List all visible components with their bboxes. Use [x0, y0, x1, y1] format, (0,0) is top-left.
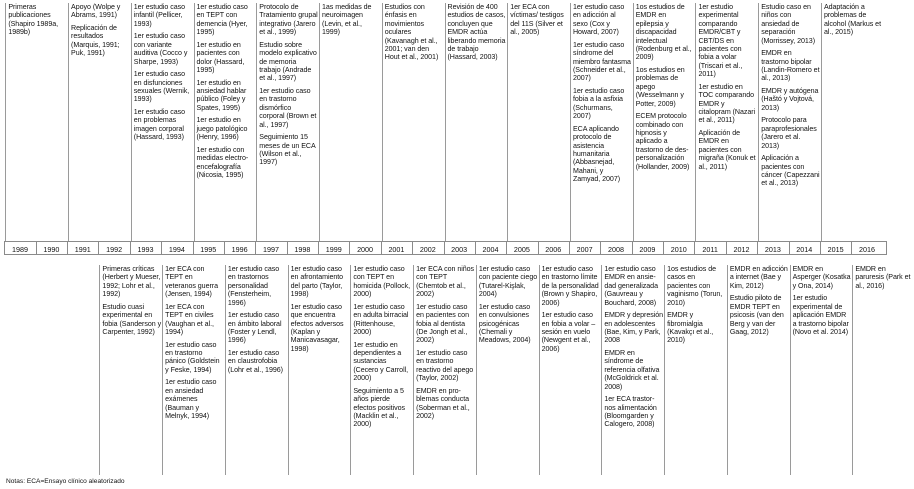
milestone-entry: 1os estudios en problemas de apego (Wesselmann y Potter, 2009): [635, 66, 685, 108]
milestone-entry: 1er estudio caso en adulta birracial (Rittenhouse, 2000): [353, 302, 409, 337]
milestone-entry: 1er estudio caso en trastorno reactivo del apego (Taylor, 2002): [416, 349, 474, 383]
milestone-entry: 1er estudio caso en problemas imagen corporal (Hassard, 1993): [133, 108, 186, 142]
milestone-column-bottom-1994: [162, 265, 224, 475]
milestone-column-top-2001: [382, 3, 444, 241]
milestone-entry: EMDR en Asperger (Kosatka y Ona, 2014): [792, 265, 851, 290]
milestone-entry: 1as medidas de neuroimagen (Levin, et al., 1999): [322, 3, 372, 37]
year-label: 2003: [451, 245, 468, 254]
milestone-entry: 1er estudio en dependientes a sustancias (Cecero y Carroll, 2000): [353, 340, 409, 383]
year-label: 1989: [12, 245, 28, 254]
milestone-entry: Estudios con énfasis en movimientos oculares (Kavanagh et al., 2001; van den Hout et al., 2001): [384, 3, 439, 62]
milestone-column-bottom-2006: [539, 265, 601, 475]
milestone-entry: 1er estudio caso fobia a la asfixia (Schurmans, 2007): [572, 87, 625, 121]
milestone-entry: 1er ECA trastor-nos alimentación (Bloomgarden y Calogero, 2008): [604, 395, 657, 429]
year-divider: [538, 241, 539, 255]
milestone-column-bottom-2014: [790, 265, 852, 475]
milestone-entry: ECA aplicando protocolo de asistencia humanitaria (Abbasnejad, Mahani, y Zamyad, 2007): [572, 124, 621, 184]
milestone-entry: EMDR y depresión en adolescentes (Bae, Kim, y Park, 2008: [604, 311, 664, 345]
milestone-entry: 1os estudios de casos en pacientes con vaginismo (Torun, 2010): [667, 265, 723, 307]
milestone-entry: 1er ECA con TEPT en civiles (Vaughan et al., 1994): [165, 302, 214, 337]
year-label: 2002: [419, 245, 436, 254]
milestone-column-top-2015: [821, 3, 883, 241]
milestone-entry: 1er estudio caso en afrontamiento del parto (Taylor, 1998): [290, 265, 344, 299]
year-divider: [161, 241, 162, 255]
milestone-entry: Seguimiento a 5 años pierde efectos positivos (Macklin et al., 2000): [353, 386, 405, 429]
year-divider: [757, 241, 758, 255]
milestone-entry: 1er estudio caso en pacientes con fobia al dentista (De Jongh et al., 2002): [416, 302, 469, 345]
year-divider: [694, 241, 695, 255]
milestone-entry: 1er estudio en ansiedad hablar público (Foley y Spates, 1995): [196, 78, 247, 112]
milestone-entry: ECEM protocolo combinado con hipnosis y aplicado a trastorno de des-personalización (Hollander, 2009): [635, 112, 690, 171]
year-label: 2006: [545, 245, 562, 254]
milestone-entry: EMDR en pro-blemas conducta (Soberman et al., 2002): [416, 386, 470, 421]
year-label: 2015: [827, 245, 844, 254]
milestone-column-top-1993: [131, 3, 193, 241]
milestone-column-bottom-2000: [350, 265, 412, 475]
year-label: 2009: [639, 245, 656, 254]
year-label: 1999: [325, 245, 342, 254]
milestone-entry: 1er ECA con niños con TEPT (Chemtob et al., 2002): [416, 265, 475, 299]
year-divider: [36, 241, 37, 255]
milestone-entry: 1er estudio en juego patológico (Henry, 1996): [196, 116, 248, 142]
year-divider: [67, 241, 68, 255]
milestone-entry: EMDR en adicción a internet (Bae y Kim, 2012): [729, 265, 788, 290]
milestone-entry: EMDR en síndrome de referencia olfativa (McGoldrick et al. 2008): [604, 349, 660, 391]
year-label: 2007: [576, 245, 593, 254]
year-label: 1994: [168, 245, 185, 254]
year-divider: [789, 241, 790, 255]
milestone-entry: Protocolo de Tratamiento grupal integrativo (Jarero et al., 1999): [259, 3, 318, 37]
milestone-entry: Protocolo para paraprofesionales (Jarero et al. 2013): [761, 116, 817, 150]
year-divider: [349, 241, 350, 255]
milestone-entry: Aplicación a pacientes con cáncer (Capezzani et al., 2013): [761, 154, 820, 188]
milestone-column-top-1999: [319, 3, 381, 241]
milestone-column-bottom-1992: [99, 265, 161, 475]
milestone-column-top-1995: [194, 3, 256, 241]
year-divider: [475, 241, 476, 255]
milestone-entry: 1er estudio caso en claustrofobia (Lohr et al., 1996): [227, 349, 283, 374]
milestone-column-top-2007: [570, 3, 632, 241]
milestone-column-top-2003: [445, 3, 507, 241]
milestone-entry: 1er estudio caso EMDR en ansie-dad generalizada (Gauvreau y Bouchard, 2008): [604, 265, 658, 307]
year-divider: [412, 241, 413, 255]
milestone-column-bottom-1998: [288, 265, 350, 475]
milestone-entry: 1er estudio caso con paciente ciego (Tutarel-Kişlak, 2004): [478, 265, 538, 299]
year-divider: [255, 241, 256, 255]
year-divider: [600, 241, 601, 255]
milestone-entry: Primeras publicaciones (Shapiro 1989a, 1989b): [8, 3, 59, 37]
milestone-column-bottom-2012: [727, 265, 789, 475]
year-divider: [632, 241, 633, 255]
milestone-column-bottom-1996: [225, 265, 287, 475]
milestone-entry: 1er estudio caso en trastornos personalidad (Fensterheim, 1996): [227, 265, 280, 307]
year-divider: [663, 241, 664, 255]
year-divider: [224, 241, 225, 255]
year-divider: [444, 241, 445, 255]
year-divider: [193, 241, 194, 255]
milestone-column-top-2009: [633, 3, 695, 241]
year-label: 2004: [482, 245, 499, 254]
year-divider: [820, 241, 821, 255]
milestone-column-top-2013: [758, 3, 820, 241]
milestone-entry: 1er estudio caso infantil (Pellicer, 1993): [133, 3, 186, 28]
milestone-entry: Revisión de 400 estudios de casos, concluyen que EMDR actúa liberando memoria de trabajo (Hassard, 2003): [447, 3, 506, 62]
milestone-entry: 1er estudio caso con variante auditiva (Cocco y Sharpe, 1993): [133, 32, 188, 66]
timeline-axis: [4, 241, 887, 255]
year-label: 1990: [43, 245, 60, 254]
milestone-column-top-1991: [68, 3, 130, 241]
milestone-entry: Estudio cuasi experimental en fobia (Sanderson y Carpenter, 1992): [102, 302, 162, 337]
milestone-entry: EMDR en trastorno bipolar (Landin-Romero et al., 2013): [761, 49, 820, 83]
year-divider: [569, 241, 570, 255]
milestone-entry: 1er estudio caso en adicción al sexo (Cox y Howard, 2007): [572, 3, 625, 37]
milestone-entry: 1er estudio con medidas electro-encefalografía (Nicosia, 1995): [196, 145, 249, 180]
milestone-entry: Aplicación de EMDR en pacientes con migraña (Konuk et al., 2011): [698, 129, 756, 171]
year-divider: [381, 241, 382, 255]
milestone-entry: 1er estudio caso en fobia a volar – sesión en vuelo (Newgent et al., 2006): [541, 311, 596, 353]
year-label: 1991: [74, 245, 91, 254]
year-label: 2005: [513, 245, 530, 254]
year-label: 2010: [670, 245, 687, 254]
milestone-entry: Estudio caso en niños con ansiedad de separación (Morrissey, 2013): [761, 3, 816, 45]
milestone-column-bottom-2002: [413, 265, 475, 475]
year-label: 2011: [702, 245, 718, 254]
milestone-column-bottom-2016: [852, 265, 914, 475]
milestone-entry: 1er estudio experimental de aplicación EMDR a trastorno bipolar (Novo et al. 2014): [792, 294, 849, 337]
milestone-column-top-2005: [507, 3, 569, 241]
year-label: 2008: [608, 245, 625, 254]
milestone-entry: 1er estudio caso en trastorno límite de la personalidad (Brown y Shapiro, 2006): [541, 265, 599, 307]
milestone-column-bottom-2004: [476, 265, 538, 475]
milestone-entry: 1er estudio caso en ansiedad exámenes (Bauman y Melnyk, 1994): [165, 378, 217, 421]
milestone-entry: EMDR en paruresis (Park et al., 2016): [855, 265, 911, 290]
milestone-entry: 1os estudios de EMDR en epilepsia y discapacidad intelectual (Rodenburg et al., 2009): [635, 3, 692, 62]
year-divider: [851, 241, 852, 255]
milestone-entry: 1er ECA con víctimas/ testigos del 11S (Silver et al., 2005): [510, 3, 564, 37]
milestone-entry: Seguimiento 15 meses de un ECA (Wilson et al., 1997): [259, 133, 316, 167]
milestone-entry: EMDR y autógena (Haštó y Vojtová, 2013): [761, 87, 819, 112]
milestone-entry: Apoyo (Wolpe y Abrams, 1991): [71, 3, 121, 20]
milestone-entry: EMDR y fibromialgia (Kavakçı et al., 2010): [667, 311, 714, 345]
milestone-column-top-1997: [256, 3, 318, 241]
milestone-entry: 1er estudio caso en TEPT con demencia (Hyer, 1995): [196, 3, 248, 37]
year-label: 1998: [294, 245, 311, 254]
year-label: 2013: [764, 245, 781, 254]
milestone-entry: 1er estudio experimental comparando EMDR/CBT y CBT/DS en pacientes con fobia a volar (Triscari et al., 2011): [698, 3, 743, 79]
year-label: 2014: [796, 245, 813, 254]
year-label: 2001: [388, 245, 405, 254]
year-label: 1996: [231, 245, 248, 254]
milestone-entry: Adaptación a problemas de alcohol (Markus et al., 2015): [823, 3, 881, 37]
year-divider: [726, 241, 727, 255]
year-label: 1992: [106, 245, 123, 254]
milestone-column-top-2011: [695, 3, 757, 241]
year-label: 1993: [137, 245, 154, 254]
year-label: 2000: [357, 245, 374, 254]
footnote: Notas: ECA=Ensayo clínico aleatorizado: [6, 478, 125, 485]
milestone-column-top-1989: [5, 3, 67, 241]
milestone-entry: 1er ECA con TEPT en veteranos guerra (Jensen, 1994): [165, 265, 218, 299]
year-divider: [506, 241, 507, 255]
year-divider: [130, 241, 131, 255]
year-label: 1995: [200, 245, 217, 254]
year-label: 2012: [733, 245, 750, 254]
year-divider: [98, 241, 99, 255]
milestone-entry: 1er estudio caso en ámbito laboral (Foster y Lendl, 1996): [227, 311, 282, 345]
milestone-entry: 1er estudio caso en disfunciones sexuales (Wernik, 1993): [133, 70, 190, 104]
milestone-column-bottom-2010: [664, 265, 726, 475]
milestone-entry: Estudio sobre modelo explicativo de memoria trabajo (Andrade et al., 1997): [259, 40, 317, 83]
milestone-entry: 1er estudio en TOC comparando EMDR y citalopram (Nazari et al., 2011): [698, 82, 756, 125]
year-divider: [287, 241, 288, 255]
milestone-entry: Estudio piloto de EMDR TEPT en psicosis (van den Berg y van der Gaag, 2012): [729, 294, 784, 337]
milestone-column-bottom-2008: [601, 265, 663, 475]
milestone-entry: 1er estudio caso con TEPT en homicida (Pollock, 2000): [353, 265, 411, 299]
milestone-entry: 1er estudio caso en convulsiones psicogénicas (Chemali y Meadows, 2004): [478, 302, 531, 345]
year-divider: [318, 241, 319, 255]
milestone-entry: 1er estudio caso que encuentra efectos adversos (Kaplan y Manicavasagar, 1998): [290, 302, 344, 353]
milestone-entry: 1er estudio caso síndrome del miembro fantasma (Schneider et al., 2007): [572, 40, 631, 83]
year-label: 2016: [859, 245, 875, 254]
milestone-entry: 1er estudio caso en trastorno dismórfico corporal (Brown et al., 1997): [259, 87, 317, 129]
milestone-entry: 1er estudio en pacientes con dolor (Hassard, 1995): [196, 40, 245, 75]
year-label: 1997: [262, 245, 279, 254]
milestone-entry: Primeras críticas (Herbert y Mueser, 1992; Lohr et al., 1992): [102, 265, 161, 299]
milestone-entry: 1er estudio caso en trastorno pánico (Goldstein y Feske, 1994): [165, 340, 220, 374]
milestone-entry: Replicación de resultados (Marquis, 1991; Puk, 1991): [71, 24, 120, 58]
